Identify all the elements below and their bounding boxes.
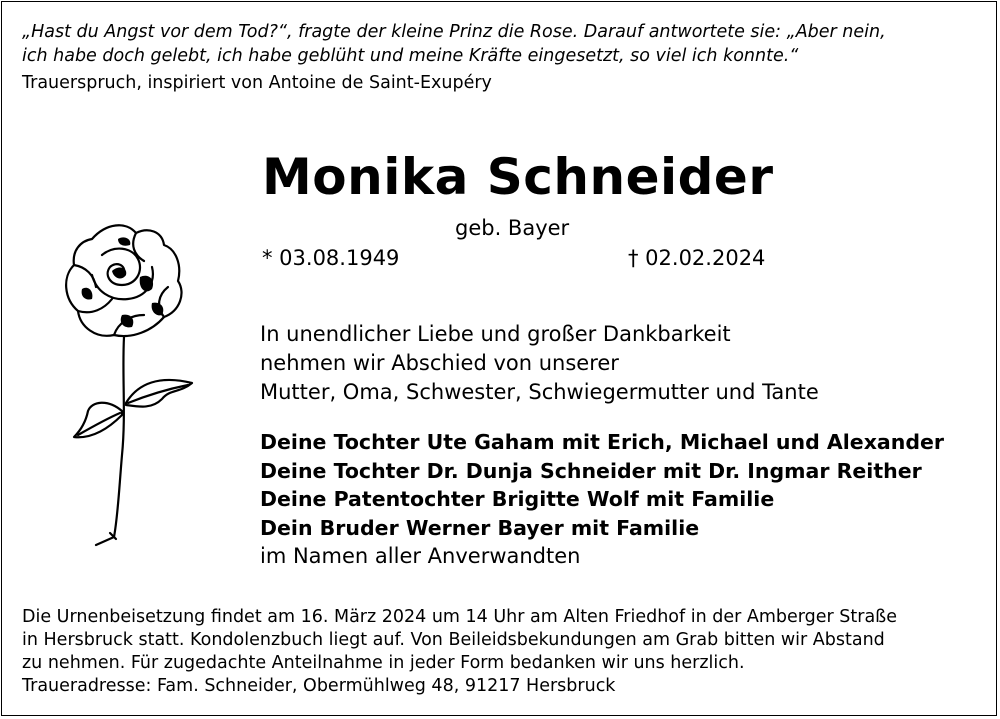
mourner-line-2: Deine Tochter Dr. Dunja Schneider mit Dr. Ingmar Reither bbox=[260, 458, 922, 483]
burial-notice bbox=[22, 606, 897, 698]
notice-line-2: in Hersbruck statt. Kondolenzbuch liegt auf. Von Beileidsbekundungen am Grab bitten wir Abstand bbox=[22, 630, 885, 650]
notice-line-1: Die Urnenbeisetzung findet am 16. März 2024 um 14 Uhr am Alten Friedhof in der Amberger Straße bbox=[22, 607, 897, 627]
quote-line-1: „Hast du Angst vor dem Tod?“, fragte der kleine Prinz die Rose. Darauf antwortete sie: „Aber nein, bbox=[22, 22, 886, 42]
mourning-address: Traueradresse: Fam. Schneider, Obermühlweg 48, 91217 Hersbruck bbox=[22, 676, 616, 696]
death-date: † 02.02.2024 bbox=[628, 246, 766, 270]
farewell-text bbox=[260, 320, 819, 407]
farewell-line-2: nehmen wir Abschied von unserer bbox=[260, 351, 619, 375]
mourner-line-4: Dein Bruder Werner Bayer mit Familie bbox=[260, 515, 700, 540]
farewell-line-1: In unendlicher Liebe und großer Dankbarkeit bbox=[260, 322, 731, 346]
birth-date: * 03.08.1949 bbox=[262, 246, 400, 270]
quote-attribution: Trauerspruch, inspiriert von Antoine de Saint-Exupéry bbox=[22, 73, 492, 93]
notice-line-3: zu nehmen. Für zugedachte Anteilnahme in jeder Form bedanken wir uns herzlich. bbox=[22, 653, 745, 673]
mourner-line-1: Deine Tochter Ute Gaham mit Erich, Michael und Alexander bbox=[260, 430, 945, 454]
deceased-name: Monika Schneider bbox=[262, 148, 774, 206]
mourner-line-3: Deine Patentochter Brigitte Wolf mit Familie bbox=[260, 487, 775, 511]
maiden-name: geb. Bayer bbox=[455, 216, 570, 240]
quote-line-2: ich habe doch gelebt, ich habe geblüht und meine Kräfte eingesetzt, so viel ich konnte.“ bbox=[22, 46, 799, 66]
relatives-line: im Namen aller Anverwandten bbox=[260, 544, 581, 568]
quote bbox=[22, 20, 982, 68]
rose-illustration-icon bbox=[52, 215, 208, 553]
farewell-line-3: Mutter, Oma, Schwester, Schwiegermutter und Tante bbox=[260, 380, 819, 404]
mourners-list bbox=[260, 428, 944, 571]
